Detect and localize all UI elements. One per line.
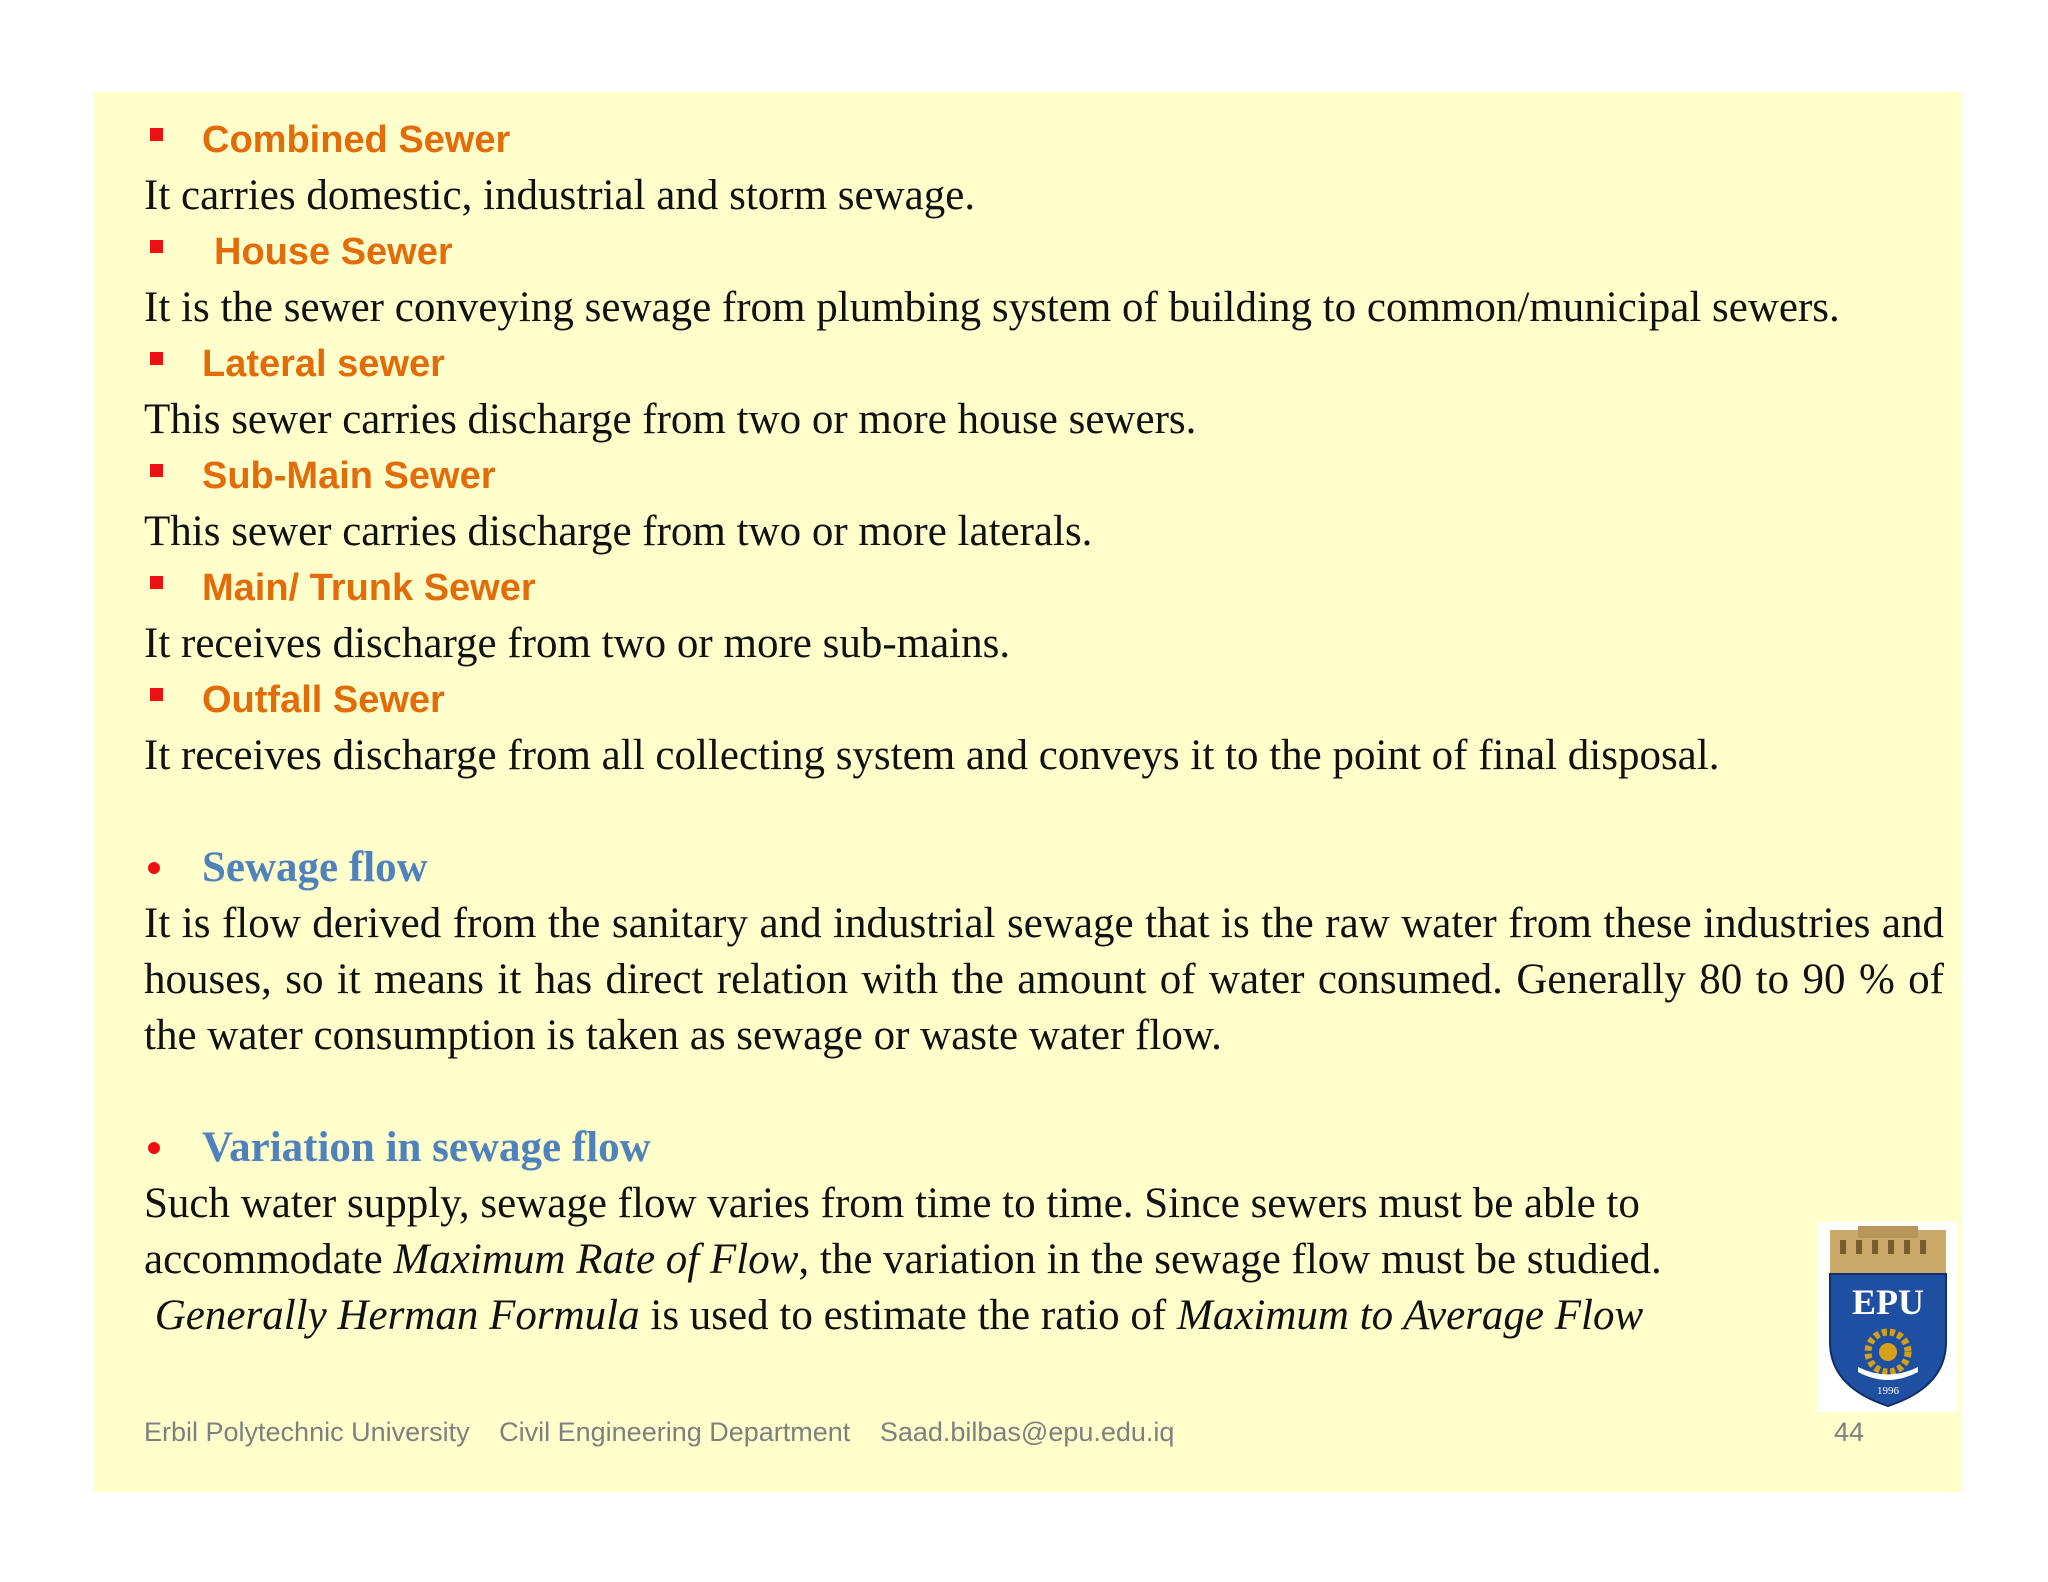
- italic-run: Generally Herman Formula: [154, 1292, 640, 1339]
- square-bullet-icon: [150, 240, 163, 253]
- square-bullet-icon: [150, 352, 163, 365]
- outfall-sewer-text: It receives discharge from all collecting system and conveys it to the point of final disposal.: [144, 732, 1720, 779]
- sub-main-sewer-text: This sewer carries discharge from two or more laterals.: [144, 508, 1093, 555]
- text-run: accommodate: [144, 1236, 394, 1283]
- heading-text: Sewage flow: [202, 844, 428, 891]
- italic-run: Maximum Rate of Flow: [393, 1236, 799, 1283]
- combined-sewer-text: It carries domestic, industrial and storm sewage.: [144, 172, 976, 219]
- sewage-flow-text: It is flow derived from the sanitary and industrial sewage that is the raw water from these industries and houses, so it means it has direct relation with the amount of water consumed. Generally 80 to 90 % of the water consumption is taken as sewage or waste water flow.: [144, 900, 1944, 1059]
- lateral-sewer-text: This sewer carries discharge from two or more house sewers.: [144, 396, 1197, 443]
- variation-text: [144, 1176, 1804, 1344]
- heading-house-sewer: [144, 224, 1944, 280]
- slide: [94, 92, 1962, 1492]
- text-run: is used to estimate the ratio of: [639, 1292, 1177, 1339]
- slide-content: [144, 112, 1944, 1344]
- spacer: [144, 784, 1944, 840]
- heading-sewage-flow: [144, 840, 1944, 896]
- house-sewer-text: It is the sewer conveying sewage from plumbing system of building to common/municipal sewers.: [144, 284, 1840, 331]
- square-bullet-icon: [150, 576, 163, 589]
- spacer: [144, 1064, 1944, 1120]
- heading-sub-main-sewer: [144, 448, 1944, 504]
- variation-line-3: [144, 1288, 1804, 1344]
- heading-text: Outfall Sewer: [202, 679, 445, 721]
- heading-text: Main/ Trunk Sewer: [202, 567, 536, 609]
- logo-year: 1996: [1877, 1385, 1899, 1397]
- variation-line-2: [144, 1232, 1804, 1288]
- heading-text: Variation in sewage flow: [202, 1124, 651, 1171]
- logo-text: EPU: [1852, 1282, 1924, 1322]
- italic-run: Maximum to Average Flow: [1177, 1292, 1644, 1339]
- heading-text: House Sewer: [214, 231, 453, 273]
- heading-outfall-sewer: [144, 672, 1944, 728]
- heading-lateral-sewer: [144, 336, 1944, 392]
- heading-variation-in-sewage-flow: [144, 1120, 1944, 1176]
- text-run: , the variation in the sewage flow must be studied.: [798, 1236, 1662, 1283]
- footer-university: Erbil Polytechnic University: [144, 1417, 470, 1447]
- variation-line-1: Such water supply, sewage flow varies from time to time. Since sewers must be able to: [144, 1180, 1640, 1227]
- footer-email: Saad.bilbas@epu.edu.iq: [879, 1417, 1175, 1447]
- footer-department: Civil Engineering Department: [499, 1417, 851, 1447]
- heading-text: Lateral sewer: [202, 343, 445, 385]
- slide-footer: [144, 1412, 1864, 1452]
- main-trunk-sewer-text: It receives discharge from two or more sub-mains.: [144, 620, 1011, 667]
- square-bullet-icon: [150, 464, 163, 477]
- heading-combined-sewer: [144, 112, 1944, 168]
- round-bullet-icon: [148, 1142, 160, 1154]
- round-bullet-icon: [148, 862, 160, 874]
- heading-main-trunk-sewer: [144, 560, 1944, 616]
- heading-text: Combined Sewer: [202, 119, 511, 161]
- epu-logo: [1818, 1222, 1958, 1412]
- square-bullet-icon: [150, 128, 163, 141]
- heading-text: Sub-Main Sewer: [202, 455, 496, 497]
- page-number: 44: [1833, 1417, 1864, 1447]
- square-bullet-icon: [150, 688, 163, 701]
